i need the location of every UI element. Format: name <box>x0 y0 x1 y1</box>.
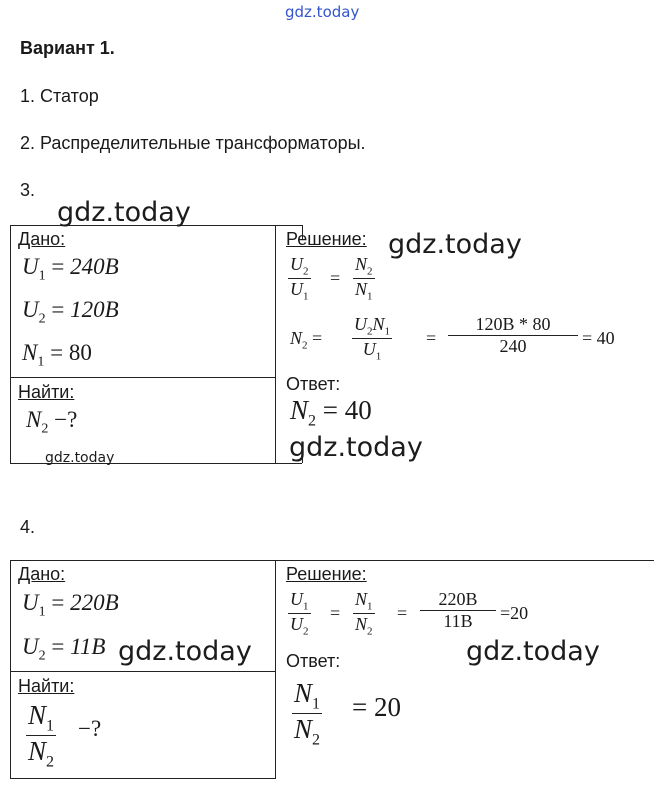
task3-eq2-fraction-1: $U_2N_1$ $U_1$ <box>354 314 391 363</box>
task4-find-fraction: $N_1$ $N_2$ <box>28 700 55 771</box>
answer-4-number: 4. <box>20 517 36 537</box>
task3-given-label: Дано: <box>18 229 66 249</box>
task4-given-u2: $U_2 = 11В$ <box>22 634 106 664</box>
answer-1: 1. Статор <box>20 86 99 106</box>
task3-eq1-left-fraction: $U_2$ $U_1$ <box>290 254 309 303</box>
task3-eq1-right-fraction: $N_2$ $N_1$ <box>355 254 373 303</box>
task3-find-n2: $N_2$ −? <box>26 407 78 437</box>
watermark-task3-answer: gdz.today <box>289 432 423 463</box>
watermark-task3-small: gdz.today <box>45 450 115 466</box>
task4-eq-fraction-2: $N_1$ $N_2$ <box>355 589 373 638</box>
answer-3-number: 3. <box>20 180 36 200</box>
watermark-task3-top: gdz.today <box>57 197 191 228</box>
task3-eq1-equals: = <box>330 268 341 288</box>
task4-given-u1: $U_1 = 220В$ <box>22 590 119 620</box>
task3-given-u1: $U_1 = 240В$ <box>22 254 119 284</box>
watermark-task4-right: gdz.today <box>466 636 600 667</box>
task3-answer: $N_2 = 40$ <box>290 395 372 430</box>
task3-eq2-lhs: $N_2$ = <box>290 328 323 352</box>
task4-eq-fraction-1: $U_1$ $U_2$ <box>290 589 309 638</box>
task4-answer-label: Ответ: <box>286 651 341 671</box>
task3-eq2-result: = 40 <box>582 328 615 348</box>
watermark-top: gdz.today <box>285 3 360 21</box>
task4-answer-fraction: $N_1$ $N_2$ <box>294 678 321 749</box>
task4-eq-result: =20 <box>500 603 529 623</box>
watermark-task3-solution: gdz.today <box>388 229 522 260</box>
task3-eq2-equals: = <box>426 328 437 348</box>
task3-solution-label: Решение: <box>286 229 367 249</box>
task3-given-n1: $N_1 = 80$ <box>22 340 92 370</box>
variant-title: Вариант 1. <box>20 38 115 58</box>
task3-answer-label: Ответ: <box>286 374 341 394</box>
answer-2: 2. Распределительные трансформаторы. <box>20 133 366 153</box>
task3-find-label: Найти: <box>18 382 75 402</box>
task4-eq-fraction-3: 220В 11В <box>420 589 496 632</box>
task4-given-label: Дано: <box>18 564 66 584</box>
task4-solution-label: Решение: <box>286 564 367 584</box>
task4-eq-equals-1: = <box>330 603 341 623</box>
task4-answer-value: = 20 <box>352 692 401 722</box>
task4-eq-equals-2: = <box>397 603 408 623</box>
task4-find-label: Найти: <box>18 676 75 696</box>
task3-eq2-fraction-2: 120В * 80 240 <box>448 314 578 357</box>
watermark-task4-left: gdz.today <box>118 636 252 667</box>
task4-find-suffix: −? <box>78 716 102 741</box>
task3-given-u2: $U_2 = 120В$ <box>22 297 119 327</box>
